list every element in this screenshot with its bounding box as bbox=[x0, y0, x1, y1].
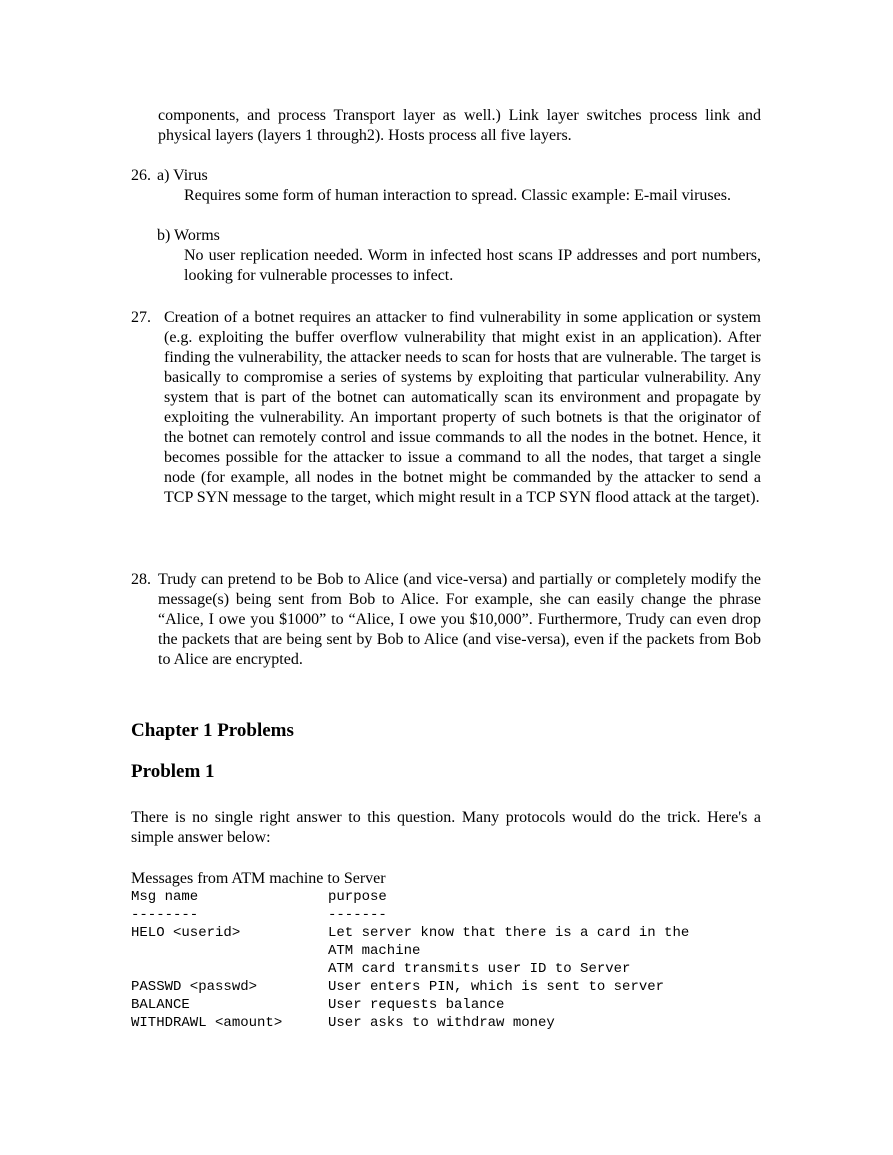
table-header bbox=[131, 888, 771, 906]
msg-name: PASSWD <passwd> bbox=[131, 979, 258, 995]
chapter-heading: Chapter 1 Problems bbox=[131, 720, 294, 741]
worms-label: b) Worms bbox=[157, 227, 220, 244]
table-rule bbox=[131, 906, 771, 924]
msg-purpose: User requests balance bbox=[328, 997, 505, 1013]
msg-purpose: Let server know that there is a card in the bbox=[328, 925, 690, 941]
msg-purpose: ATM machine bbox=[328, 943, 421, 959]
table-row bbox=[131, 960, 771, 978]
rule-right: ------- bbox=[328, 907, 387, 923]
table-row bbox=[131, 1014, 771, 1032]
msg-purpose: User enters PIN, which is sent to server bbox=[328, 979, 665, 995]
msg-name: WITHDRAWL <amount> bbox=[131, 1015, 283, 1031]
messages-caption: Messages from ATM machine to Server bbox=[131, 870, 386, 887]
header-msg-name: Msg name bbox=[131, 889, 199, 905]
header-purpose: purpose bbox=[328, 889, 387, 905]
worms-description: No user replication needed. Worm in infected host scans IP addresses and port numbers, looking for vulnerable processes to infect. bbox=[184, 247, 761, 284]
question-number: 28. bbox=[131, 571, 151, 588]
question-number: 27. bbox=[131, 309, 151, 326]
msg-purpose: ATM card transmits user ID to Server bbox=[328, 961, 631, 977]
continuation-paragraph: components, and process Transport layer as well.) Link layer switches process link and physical layers (layers 1 through2). Hosts process all five layers. bbox=[158, 107, 761, 144]
table-row bbox=[131, 978, 771, 996]
problem-heading: Problem 1 bbox=[131, 761, 215, 782]
rule-left: -------- bbox=[131, 907, 199, 923]
trudy-answer: Trudy can pretend to be Bob to Alice (and vice-versa) and partially or completely modify the message(s) being sent from Bob to Alice. For example, she can easily change the phrase “Alice, I owe you $1000” to “Alice, I owe you $10,000”. Furthermore, Trudy can even drop the packets that are being sent by Bob to Alice (and vise-versa), even if the packets from Bob to Alice are encrypted. bbox=[158, 571, 761, 668]
virus-description: Requires some form of human interaction to spread. Classic example: E-mail viruses. bbox=[184, 187, 731, 204]
table-row bbox=[131, 924, 771, 942]
table-row bbox=[131, 942, 771, 960]
msg-purpose: User asks to withdraw money bbox=[328, 1015, 555, 1031]
table-row bbox=[131, 996, 771, 1014]
msg-name: HELO <userid> bbox=[131, 925, 241, 941]
msg-name: BALANCE bbox=[131, 997, 190, 1013]
problem-intro: There is no single right answer to this question. Many protocols would do the trick. Here's a simple answer below: bbox=[131, 809, 761, 846]
botnet-answer: Creation of a botnet requires an attacker to find vulnerability in some application or system (e.g. exploiting the buffer overflow vulnerability that might exist in an application). After finding the vulnerability, the attacker needs to scan for hosts that are vulnerable. The target is basically to compromise a series of systems by exploiting that particular vulnerability. Any system that is part of the botnet can automatically scan its environment and propagate by exploiting the vulnerability. An important property of such botnets is that the originator of the botnet can remotely control and issue commands to all the nodes in the botnet. Hence, it becomes possible for the attacker to issue a command to all the nodes, that target a single node (for example, all nodes in the botnet might be commanded by the attacker to send a TCP SYN message to the target, which might result in a TCP SYN flood attack at the target). bbox=[164, 309, 761, 506]
virus-label: a) Virus bbox=[157, 167, 208, 184]
question-number: 26. bbox=[131, 167, 151, 184]
